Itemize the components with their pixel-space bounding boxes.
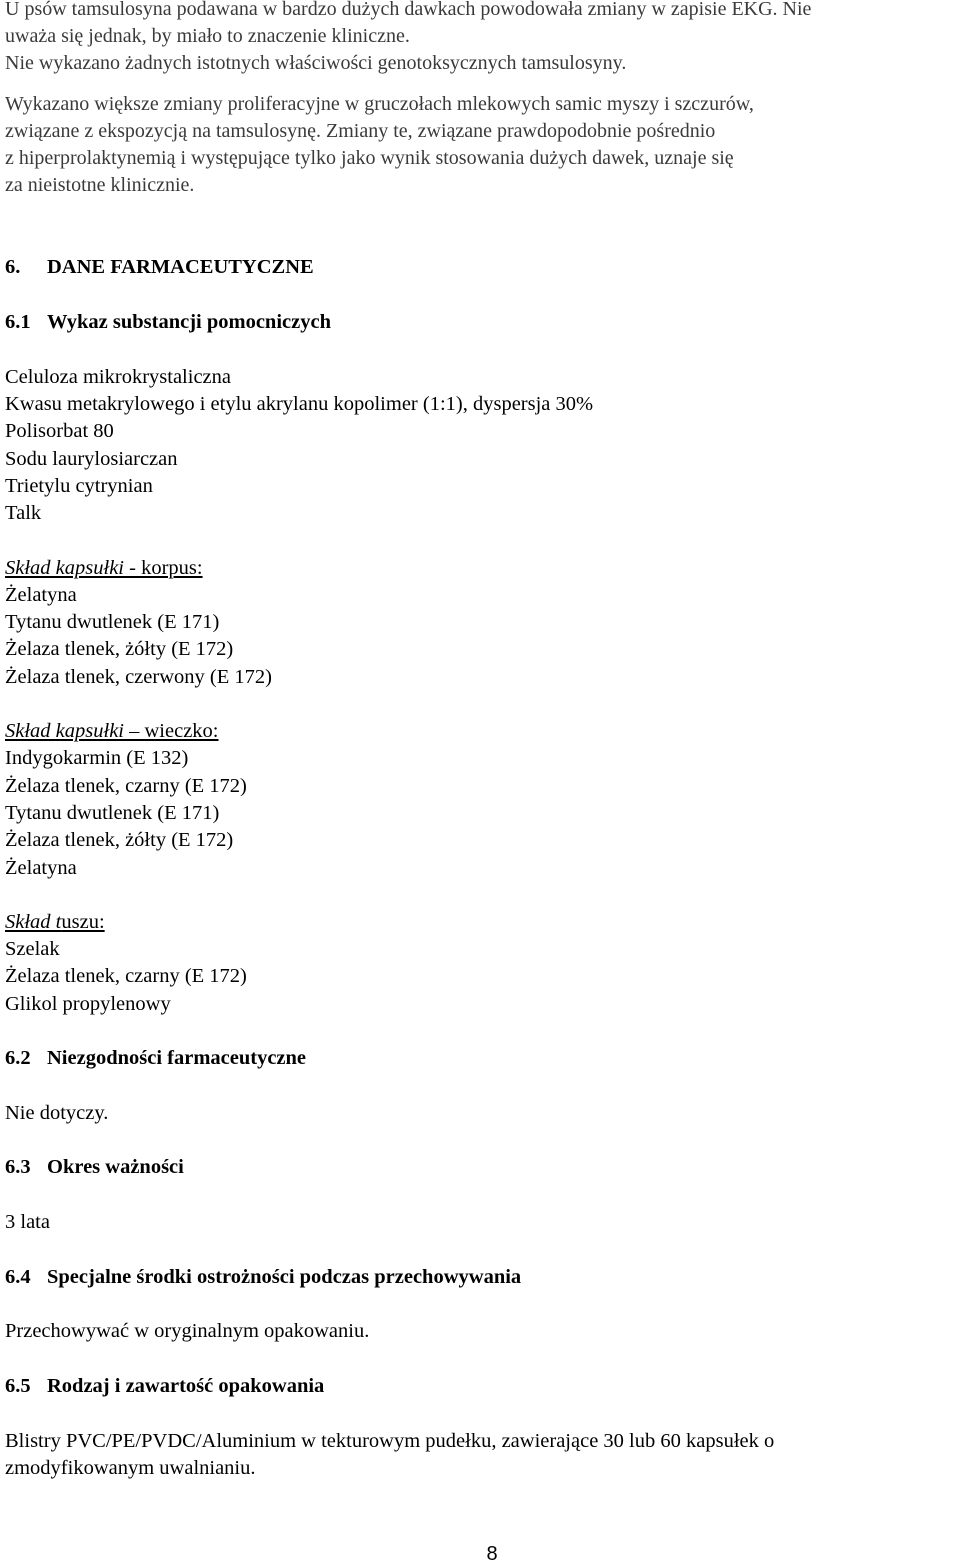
section-6-1-heading	[5, 309, 331, 336]
capsule-body-item: Żelatyna	[5, 584, 77, 606]
capsule-cap-item: Żelaza tlenek, czarny (E 172)	[5, 775, 247, 797]
section-6-3-heading	[5, 1154, 184, 1181]
capsule-body-label-rest: - korpus:	[124, 557, 203, 579]
ink-item: Glikol propylenowy	[5, 993, 171, 1015]
capsule-cap-label-italic: Skład kapsułki	[5, 720, 124, 742]
section-6-4-text: Przechowywać w oryginalnym opakowaniu.	[5, 1320, 370, 1342]
capsule-body-label-italic: Skład kapsułki	[5, 557, 124, 579]
capsule-body-label	[5, 555, 203, 582]
section-6-3-number: 6.3	[5, 1156, 31, 1178]
section-6-3-text: 3 lata	[5, 1211, 50, 1233]
section-6-3-title: Okres ważności	[47, 1156, 184, 1178]
excipient-item: Celuloza mikrokrystaliczna	[5, 366, 231, 388]
section-6-2-title: Niezgodności farmaceutyczne	[47, 1047, 307, 1069]
section-6-heading	[5, 254, 314, 281]
section-6-5-text-line-1: Blistry PVC/PE/PVDC/Aluminium w tekturowym pudełku, zawierające 30 lub 60 kapsułek o	[5, 1430, 775, 1452]
section-6-5-heading	[5, 1373, 324, 1400]
intro-paragraph-1-line-1: U psów tamsulosyna podawana w bardzo dużych dawkach powodowała zmiany w zapisie EKG. Nie	[5, 0, 812, 20]
capsule-cap-item: Żelaza tlenek, żółty (E 172)	[5, 829, 234, 851]
section-6-4-heading	[5, 1264, 521, 1291]
ink-item: Żelaza tlenek, czarny (E 172)	[5, 965, 247, 987]
ink-label-rest: uszu:	[61, 911, 105, 933]
capsule-cap-item: Żelatyna	[5, 857, 77, 879]
excipient-item: Talk	[5, 502, 42, 524]
section-6-5-title: Rodzaj i zawartość opakowania	[47, 1375, 325, 1397]
capsule-cap-item: Indygokarmin (E 132)	[5, 747, 189, 769]
intro-paragraph-3-line-3: z hiperprolaktynemią i występujące tylko jako wynik stosowania dużych dawek, uznaje się	[5, 147, 734, 169]
section-6-2-heading	[5, 1045, 306, 1072]
intro-paragraph-3-line-2	[5, 118, 715, 145]
section-6-5-number: 6.5	[5, 1375, 31, 1397]
capsule-body-item: Żelaza tlenek, czerwony (E 172)	[5, 666, 272, 688]
section-6-1-number: 6.1	[5, 311, 31, 333]
section-6-4-title: Specjalne środki ostrożności podczas przechowywania	[47, 1266, 522, 1288]
section-6-5-text-line-2: zmodyfikowanym uwalnianiu.	[5, 1457, 256, 1479]
ink-item: Szelak	[5, 938, 60, 960]
excipient-item: Trietylu cytrynian	[5, 475, 153, 497]
page-number: 8	[486, 1543, 498, 1565]
capsule-body-item: Żelaza tlenek, żółty (E 172)	[5, 638, 234, 660]
capsule-cap-item: Tytanu dwutlenek (E 171)	[5, 802, 220, 824]
section-6-2-number: 6.2	[5, 1047, 31, 1069]
section-6-title: DANE FARMACEUTYCZNE	[47, 256, 314, 278]
ink-label-italic: Skład t	[5, 911, 62, 933]
excipient-item: Sodu laurylosiarczan	[5, 448, 178, 470]
section-6-2-text: Nie dotyczy.	[5, 1102, 109, 1124]
section-6-1-title: Wykaz substancji pomocniczych	[47, 311, 331, 333]
section-6-4-number: 6.4	[5, 1266, 31, 1288]
intro-paragraph-1-line-2: uważa się jednak, by miało to znaczenie kliniczne.	[5, 25, 410, 47]
excipient-item: Kwasu metakrylowego i etylu akrylanu kopolimer (1:1), dyspersja 30%	[5, 393, 594, 415]
ink-label	[5, 909, 105, 936]
capsule-cap-label	[5, 718, 219, 745]
intro-paragraph-3-line-2b: Zmiany te, związane prawdopodobnie pośrednio	[320, 120, 716, 142]
intro-paragraph-3-line-2a: związane z ekspozycją na tamsulosynę.	[5, 120, 321, 142]
intro-paragraph-2: Nie wykazano żadnych istotnych właściwości genotoksycznych tamsulosyny.	[5, 52, 627, 74]
intro-paragraph-3-line-4: za nieistotne klinicznie.	[5, 174, 195, 196]
intro-paragraph-3-line-1: Wykazano większe zmiany proliferacyjne w gruczołach mlekowych samic myszy i szczurów,	[5, 93, 754, 115]
section-6-number: 6.	[5, 256, 21, 278]
excipient-item: Polisorbat 80	[5, 420, 114, 442]
capsule-body-item: Tytanu dwutlenek (E 171)	[5, 611, 220, 633]
capsule-cap-label-rest: – wieczko:	[124, 720, 219, 742]
